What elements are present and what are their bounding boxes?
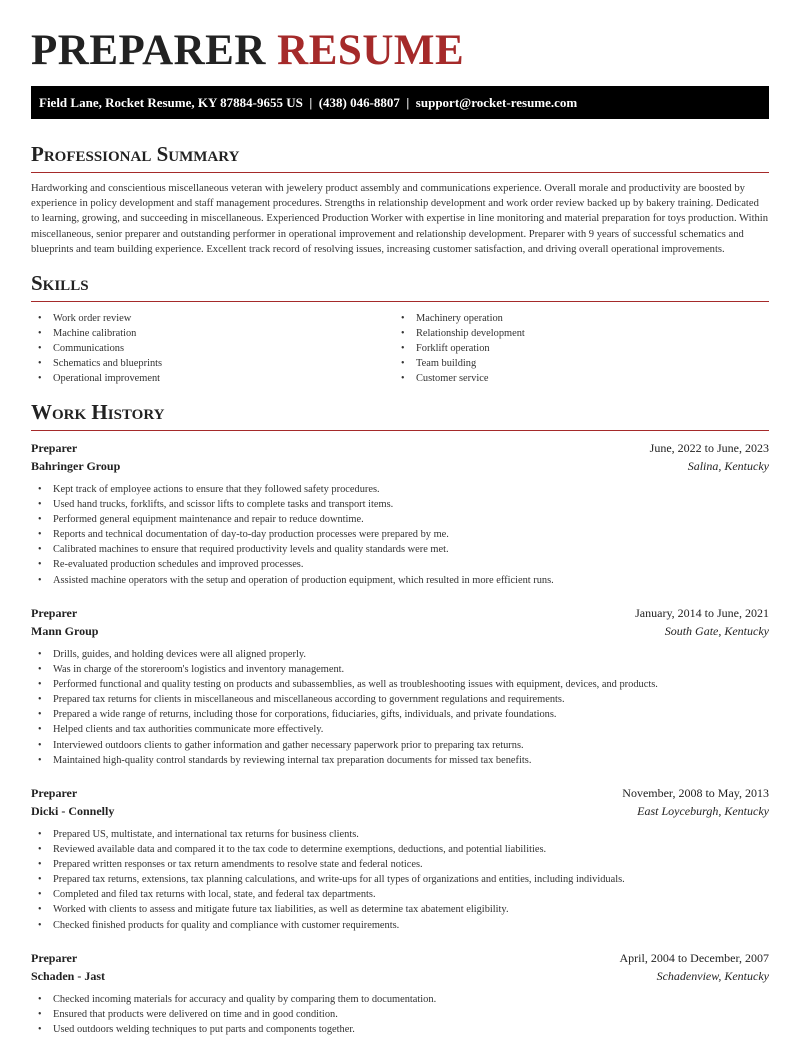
duty-item: • Re-evaluated production schedules and improved processes. <box>31 557 769 572</box>
duty-item: • Ensured that products were delivered on time and in good condition. <box>31 1007 769 1022</box>
job-dates: June, 2022 to June, 2023 <box>649 441 769 455</box>
resume-title <box>31 26 464 76</box>
skill-item: • Team building <box>394 356 525 371</box>
duty-item: • Was in charge of the storeroom's logistics and inventory management. <box>31 662 769 677</box>
duty-item: • Maintained high-quality control standards by reviewing internal tax preparation documents for missed tax benefits. <box>31 753 769 768</box>
job-duties <box>31 647 769 768</box>
duty-item: • Helped clients and tax authorities communicate more effectively. <box>31 722 769 737</box>
duty-item: • Kept track of employee actions to ensure that they followed safety procedures. <box>31 482 769 497</box>
skill-item: • Operational improvement <box>31 371 162 386</box>
job-dates: January, 2014 to June, 2021 <box>635 606 769 620</box>
duty-item: • Assisted machine operators with the setup and operation of production equipment, which resulted in more efficient runs. <box>31 573 769 588</box>
duty-item: • Checked finished products for quality and compliance with customer requirements. <box>31 918 769 933</box>
job-entry <box>31 785 769 933</box>
skills-heading: Skills <box>31 270 769 302</box>
job-company: Schaden - Jast <box>31 969 106 983</box>
duty-item: • Prepared a wide range of returns, including those for corporations, fiduciaries, gifts, individuals, and private foundations. <box>31 707 769 722</box>
job-duties <box>31 992 769 1037</box>
contact-bar: Field Lane, Rocket Resume, KY 87884-9655 US | (438) 046-8807 | support@rocket-resume.com <box>31 86 769 119</box>
duty-item: • Prepared US, multistate, and international tax returns for business clients. <box>31 827 769 842</box>
job-title: Preparer <box>31 441 78 455</box>
job-location: East Loyceburgh, Kentucky <box>637 804 769 818</box>
duty-item: • Interviewed outdoors clients to gather information and gather necessary paperwork prior to preparing tax returns. <box>31 738 769 753</box>
skill-item: • Machine calibration <box>31 326 162 341</box>
job-company: Mann Group <box>31 624 99 638</box>
job-title: Preparer <box>31 786 78 800</box>
duty-item: • Used outdoors welding techniques to put parts and components together. <box>31 1022 769 1037</box>
job-dates: April, 2004 to December, 2007 <box>619 951 769 965</box>
skill-item: • Relationship development <box>394 326 525 341</box>
job-entry <box>31 950 769 1037</box>
job-title: Preparer <box>31 951 78 965</box>
duty-item: • Performed functional and quality testing on products and subassemblies, as well as troubleshooting issues with equipment, devices, and products. <box>31 677 769 692</box>
duty-item: • Performed general equipment maintenance and repair to reduce downtime. <box>31 512 769 527</box>
skill-item: • Machinery operation <box>394 311 525 326</box>
job-title: Preparer <box>31 606 78 620</box>
job-duties <box>31 482 769 588</box>
duty-item: • Drills, guides, and holding devices were all aligned properly. <box>31 647 769 662</box>
skills-list-right <box>394 311 525 386</box>
title-accent: RESUME <box>277 27 465 74</box>
summary-text: Hardworking and conscientious miscellaneous veteran with jewelery product assembly and communications experience. Overall morale and productivity are boosted by experience in policy development and staff management procedures. Strengths in relationship development and work order review backed up by bakery training. Dedicated to learning, growing, and succeeding in miscellaneous. Experienced Production Worker with expertise in line monitoring and material preparation for toys production. Within miscellaneous, senior preparer and outstanding performer in operational improvement and relationship development. Preparer with 9 years of successful schematics and blueprints and team building experience. Excellent track record of resolving issues, increasing customer satisfaction, and driving overall operational improvements. <box>31 183 769 255</box>
skill-item: • Forklift operation <box>394 341 525 356</box>
duty-item: • Checked incoming materials for accuracy and quality by comparing them to documentation. <box>31 992 769 1007</box>
skill-item: • Communications <box>31 341 162 356</box>
duty-item: • Worked with clients to assess and mitigate future tax liabilities, as well as determine tax abatement eligibility. <box>31 902 769 917</box>
job-location: Salina, Kentucky <box>687 459 769 473</box>
summary-heading: Professional Summary <box>31 141 769 173</box>
duty-item: • Used hand trucks, forklifts, and scissor lifts to complete tasks and transport items. <box>31 497 769 512</box>
job-company: Bahringer Group <box>31 459 121 473</box>
job-location: South Gate, Kentucky <box>664 624 769 638</box>
job-location: Schadenview, Kentucky <box>656 969 769 983</box>
duty-item: • Prepared written responses or tax return amendments to resolve state and federal notices. <box>31 857 769 872</box>
title-name: PREPARER <box>31 27 266 74</box>
job-entry <box>31 440 769 588</box>
job-dates: November, 2008 to May, 2013 <box>622 786 769 800</box>
job-duties <box>31 827 769 933</box>
duty-item: • Calibrated machines to ensure that required productivity levels and quality standards were met. <box>31 542 769 557</box>
skill-item: • Schematics and blueprints <box>31 356 162 371</box>
duty-item: • Reviewed available data and compared it to the tax code to determine exemptions, deductions, and potential liabilities. <box>31 842 769 857</box>
duty-item: • Reports and technical documentation of day-to-day production processes were prepared by me. <box>31 527 769 542</box>
skills-list-left <box>31 311 162 386</box>
skill-item: • Work order review <box>31 311 162 326</box>
duty-item: • Completed and filed tax returns with local, state, and federal tax departments. <box>31 887 769 902</box>
skill-item: • Customer service <box>394 371 525 386</box>
job-company: Dicki - Connelly <box>31 804 115 818</box>
duty-item: • Prepared tax returns, extensions, tax planning calculations, and write-ups for all types of organizations and entities, including individuals. <box>31 872 769 887</box>
job-entry <box>31 605 769 768</box>
duty-item: • Prepared tax returns for clients in miscellaneous and miscellaneous according to government regulations and requirements. <box>31 692 769 707</box>
work-history-heading: Work History <box>31 399 769 431</box>
